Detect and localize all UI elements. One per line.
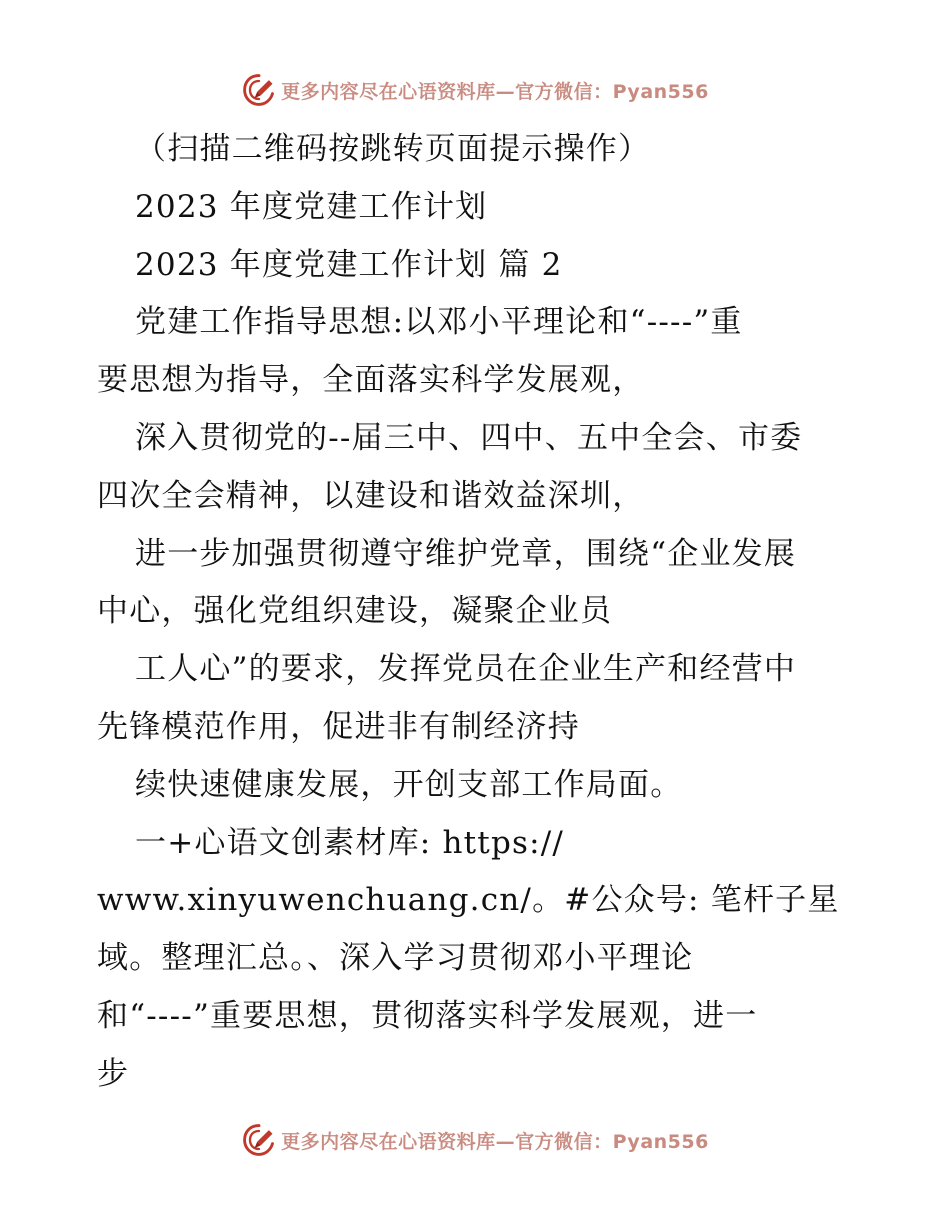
paragraph-line: 要思想为指导，全面落实科学发展观， (97, 362, 645, 399)
paragraph-line: 中心，强化党组织建设，凝聚企业员 (97, 593, 613, 630)
footer-banner (0, 1120, 950, 1160)
paragraph-line: 和“----”重要思想，贯彻落实科学发展观，进一 (97, 997, 758, 1034)
document-body (97, 121, 857, 1104)
document-title: 2023 年度党建工作计划 (135, 188, 488, 225)
paragraph-line: 续快速健康发展，开创支部工作局面。 (135, 766, 683, 803)
paragraph-line: 步 (97, 1055, 130, 1092)
paragraph-line: 域。整理汇总。、深入学习贯彻邓小平理论 (97, 940, 694, 977)
paragraph-line: 四次全会精神，以建设和谐效益深圳， (97, 477, 645, 514)
paragraph-line: 工人心”的要求，发挥党员在企业生产和经营中 (135, 651, 797, 688)
pen-logo-icon (241, 1122, 277, 1158)
footer-banner-text: 更多内容尽在心语资料库—官方微信：Pyan556 (281, 1130, 709, 1153)
scan-instruction: （扫描二维码按跳转页面提示操作） (135, 131, 651, 167)
header-banner-text: 更多内容尽在心语资料库—官方微信：Pyan556 (281, 80, 709, 103)
paragraph-line: 先锋模范作用，促进非有制经济持 (97, 708, 580, 745)
paragraph-line: 一+心语文创素材库: https:// (135, 824, 565, 861)
pen-logo-icon (241, 72, 277, 108)
paragraph-line: 党建工作指导思想:以邓小平理论和“----”重 (135, 304, 743, 341)
url-line: www.xinyuwenchuang.cn/。#公众号: 笔杆子星 (97, 882, 840, 919)
document-subtitle: 2023 年度党建工作计划 篇 2 (135, 246, 563, 283)
header-banner (0, 70, 950, 110)
paragraph-line: 深入贯彻党的--届三中、四中、五中全会、市委 (135, 419, 803, 456)
paragraph-line: 进一步加强贯彻遵守维护党章，围绕“企业发展 (135, 535, 797, 572)
